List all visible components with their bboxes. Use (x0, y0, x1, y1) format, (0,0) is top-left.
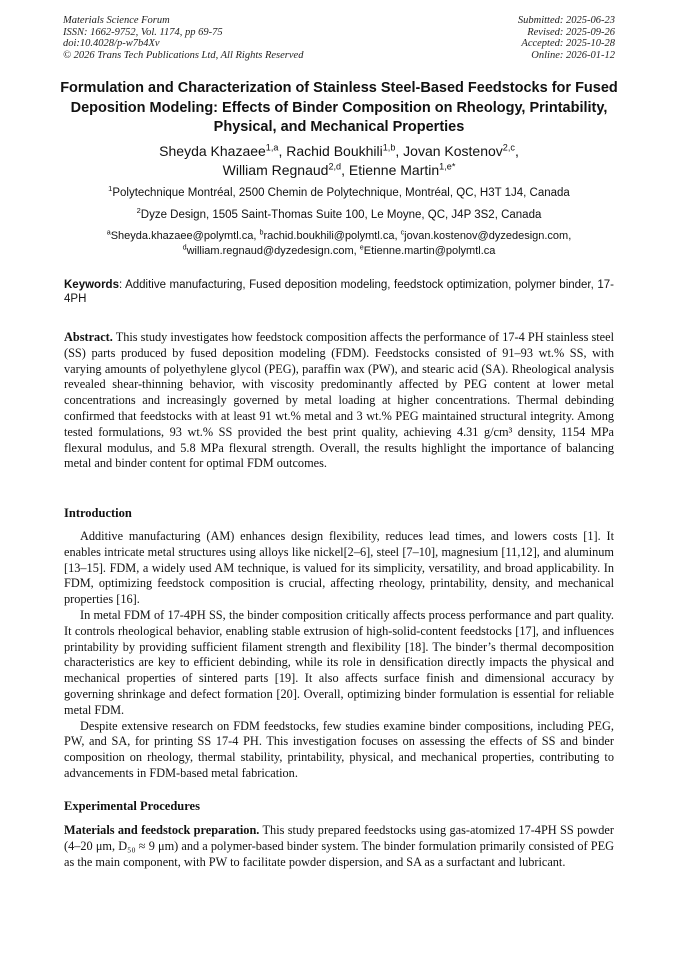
online-date: Online: 2026-01-12 (531, 49, 615, 61)
paragraph: Additive manufacturing (AM) enhances design flexibility, reduces lead times, and lowers costs [1]. It enables intricate metal structures using alloys like nickel[2–6], steel [7–10], magnesium [11,12], and aluminum [13–15]. FDM, a widely used AM technique, is valued for its simplicity, versatility, and broad applicability. In FDM, optimizing feedstock composition is crucial, affecting rheology, printability, density, and mechanical properties [16]. (64, 529, 614, 607)
revised-date: Revised: 2025-09-26 (527, 26, 615, 38)
author: William Regnaud$^{2,d}$, (222, 161, 349, 178)
abstract-label: Abstract. (64, 330, 113, 344)
author: Rachid Boukhili$^{1,b}$, (286, 142, 404, 159)
email[interactable]: $^c$jovan.kostenov@dyzedesign.com, (400, 228, 572, 242)
abstract-text: This study investigates how feedstock composition affects the performance of 17-4 PH stainless steel (SS) parts produced by fused deposition modeling (FDM). Feedstocks consisted of 91–93 wt.% SS, with varying amounts of polyethylene glycol (PEG), paraffin wax (PW), and stearic acid (SA). Rheological analysis revealed shear-thinning behavior, with viscosity predominantly affected by PEG content at lower metal concentrations and increasingly governed by metal loading at higher concentrations. Thermal debinding confirmed that feedstocks with at least 91 wt.% metal and 3 wt.% PEG maintained structural integrity. Among tested formulations, 93 wt.% SS provided the best print quality, achieving 4.31 g/cm³ density, 1154 MPa flexural modulus, and 5.8 MPa flexural strength. Overall, the results highlight the importance of balancing metal and binder content for optimal FDM outcomes. (64, 330, 614, 471)
email[interactable]: $^e$Etienne.martin@polymtl.ca (359, 243, 496, 257)
email[interactable]: $^b$rachid.boukhili@polymtl.ca (259, 228, 395, 242)
keywords-label: Keywords (64, 279, 119, 291)
affiliation-1: $^1$Polytechnique Montréal, 2500 Chemin de Polytechnique, Montréal, QC, H3T 1J4, Canada (108, 184, 570, 199)
journal-name: Materials Science Forum (63, 15, 170, 26)
copyright: © 2026 Trans Tech Publications Ltd, All Rights Reserved (63, 49, 304, 61)
keywords (64, 278, 614, 306)
experimental-heading: Experimental Procedures (64, 799, 200, 813)
author: Sheyda Khazaee$^{1,a}$, (159, 142, 287, 159)
author-list (50, 142, 628, 180)
experimental-body (64, 823, 614, 870)
author: Jovan Kostenov$^{2,c}$, (403, 142, 519, 159)
affiliation-2: $^2$Dyze Design, 1505 Saint-Thomas Suite 100, Le Moyne, QC, J4P 3S2, Canada (136, 206, 542, 221)
paragraph: Despite extensive research on FDM feedstocks, few studies examine binder compositions, including PEG, PW, and SA, for printing SS 17-4 PH. This investigation focuses on assessing the effects of SS and binder composition on rheology, thermal stability, printability, physical, and mechanical properties, contributing to advancements in FDM-based metal fabrication. (64, 718, 614, 780)
email[interactable]: $^a$Sheyda.khazaee@polymtl.ca (106, 228, 254, 242)
abstract (64, 330, 614, 472)
subsection-label: Materials and feedstock preparation. (64, 823, 260, 837)
introduction-body (64, 529, 614, 782)
accepted-date: Accepted: 2025-10-28 (521, 38, 615, 49)
author: Etienne Martin$^{1,e*}$ (348, 161, 456, 178)
journal-header-left (63, 15, 303, 61)
introduction-heading: Introduction (64, 506, 132, 520)
doi: doi:10.4028/p-w7b4Xv (63, 38, 160, 49)
email-list: $^a$Sheyda.khazaee@polymtl.ca, $^b$rachid.boukhili@polymtl.ca, $^c$jovan.kostenov@dyzedesign.com, $^d$william.regnaud@dyzedesign.com, $^e$Etienne.martin@polymtl.ca (106, 228, 572, 257)
issn: ISSN: 1662-9752, Vol. 1174, pp 69-75 (63, 26, 223, 38)
submitted-date: Submitted: 2025-06-23 (517, 15, 615, 26)
paragraph: In metal FDM of 17-4PH SS, the binder composition critically affects process performance and part quality. It controls rheological behavior, enabling stable extrusion of high-solid-content feedstocks [17], and influences printability by providing sufficient filament strength and flexibility [18]. The binder’s thermal decomposition characteristics are key to efficient debinding, while its role in densification directly impacts the physical and mechanical properties of sintered parts [19]. It also affects surface finish and dimensional accuracy by governing shrinkage and defect formation [20]. Overall, optimizing binder formulation is essential for reliable metal FDM. (64, 607, 614, 717)
paper-title: Formulation and Characterization of Stainless Steel-Based Feedstocks for Fused Deposition Modeling: Effects of Binder Composition on Rheology, Printability, Physical, and Mechanical Properties (60, 80, 618, 135)
journal-header-right (518, 15, 615, 61)
subsection-text: This study prepared feedstocks using gas-atomized 17-4PH SS powder (4–20 μm, D₅₀ ≈ 9 μm) and a polymer-based binder system. The binder formulation primarily consisted of PEG as the main component, with PW to facilitate powder dispersion, and SA as a surfactant and lubricant. (64, 823, 614, 869)
keywords-text: : Additive manufacturing, Fused deposition modeling, feedstock optimization, polymer binder, 17-4PH (64, 279, 614, 305)
email[interactable]: $^d$william.regnaud@dyzedesign.com (182, 243, 354, 257)
